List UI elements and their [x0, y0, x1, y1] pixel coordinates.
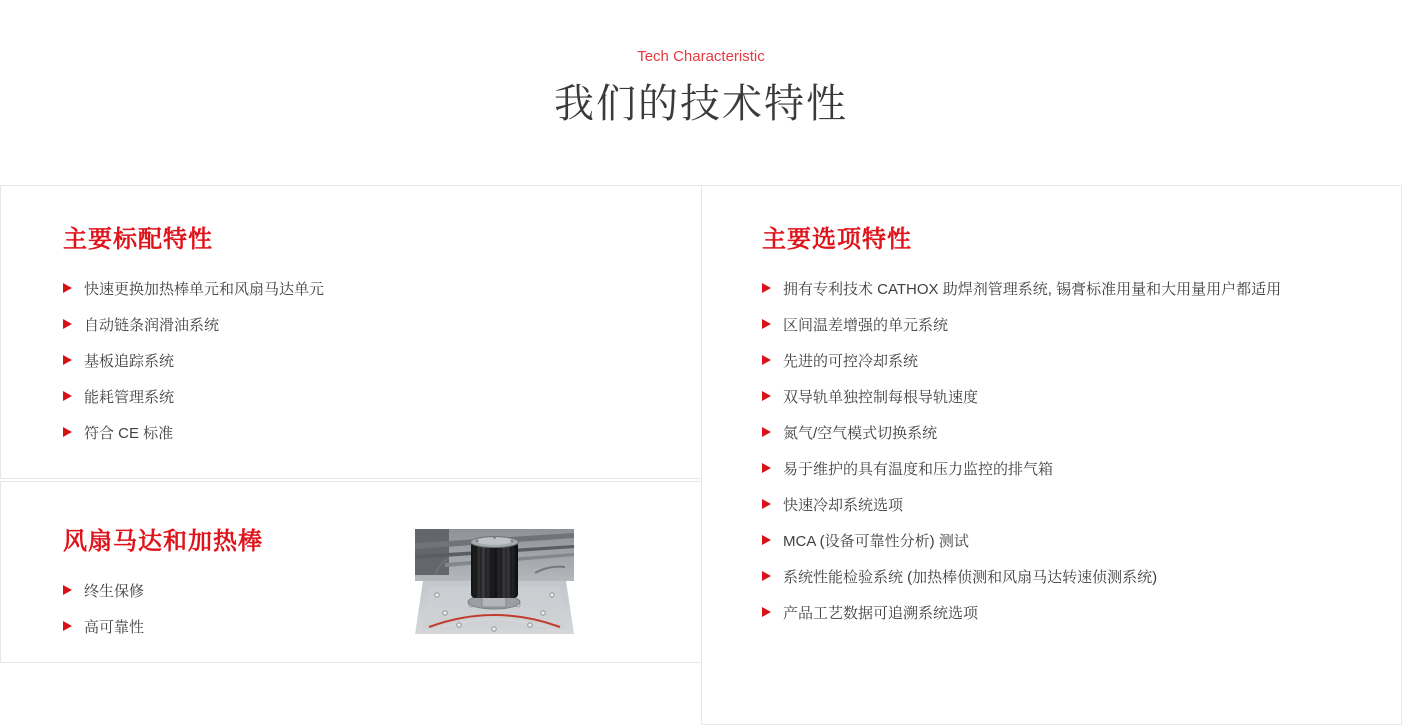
bullet-triangle-icon [762, 283, 771, 293]
fan-motor-title: 风扇马达和加热棒 [63, 528, 263, 555]
feature-item [63, 342, 701, 378]
bullet-triangle-icon [762, 535, 771, 545]
bullet-triangle-icon [63, 319, 72, 329]
bullet-triangle-icon [63, 283, 72, 293]
bullet-triangle-icon [762, 607, 771, 617]
feature-item [63, 378, 701, 414]
bullet-triangle-icon [63, 391, 72, 401]
feature-item [63, 572, 701, 608]
bullet-triangle-icon [762, 391, 771, 401]
feature-item [762, 342, 1401, 378]
feature-item [63, 608, 701, 644]
bullet-triangle-icon [63, 355, 72, 365]
standard-features-title: 主要标配特性 [63, 226, 213, 253]
bullet-triangle-icon [762, 571, 771, 581]
feature-item [762, 486, 1401, 522]
feature-item-label: 快速冷却系统选项 [783, 496, 904, 514]
panel-standard-features [0, 185, 702, 479]
fan-motor-list [63, 572, 701, 644]
feature-item-label: 符合 CE 标准 [84, 424, 174, 442]
bullet-triangle-icon [63, 427, 72, 437]
feature-item-label: 基板追踪系统 [84, 352, 175, 370]
feature-item-label: 先进的可控冷却系统 [783, 352, 919, 370]
feature-item [762, 378, 1401, 414]
content-columns [0, 185, 1402, 725]
feature-item [762, 450, 1401, 486]
bullet-triangle-icon [762, 355, 771, 365]
feature-item-label: 高可靠性 [84, 618, 145, 636]
feature-item-label: 产品工艺数据可追溯系统选项 [783, 604, 979, 622]
feature-item [63, 306, 701, 342]
feature-item-label: 能耗管理系统 [84, 388, 175, 406]
bullet-triangle-icon [762, 427, 771, 437]
feature-item-label: 拥有专利技术 CATHOX 助焊剂管理系统, 锡膏标准用量和大用量用户都适用 [783, 280, 1282, 298]
right-column [701, 185, 1402, 725]
feature-item-label: 自动链条润滑油系统 [84, 316, 220, 334]
feature-item-label: 双导轨单独控制每根导轨速度 [783, 388, 979, 406]
feature-item [762, 270, 1401, 306]
feature-item-label: 氮气/空气模式切换系统 [783, 424, 938, 442]
bullet-triangle-icon [762, 463, 771, 473]
panel-fan-motor-heater [0, 481, 702, 663]
feature-item-label: 快速更换加热棒单元和风扇马达单元 [84, 280, 325, 298]
bullet-triangle-icon [762, 319, 771, 329]
feature-item [762, 594, 1401, 630]
feature-item [762, 558, 1401, 594]
optional-features-title: 主要选项特性 [762, 226, 912, 253]
section-eyebrow: Tech Characteristic [637, 48, 765, 65]
feature-item-label: 易于维护的具有温度和压力监控的排气箱 [783, 460, 1054, 478]
standard-features-list [63, 270, 701, 450]
panel-optional-features [701, 185, 1402, 725]
bullet-triangle-icon [63, 621, 72, 631]
feature-item [762, 306, 1401, 342]
page-title: 我们的技术特性 [554, 81, 848, 126]
optional-features-list [762, 270, 1401, 630]
feature-item [762, 414, 1401, 450]
feature-item-label: MCA (设备可靠性分析) 测试 [783, 532, 969, 550]
feature-item [63, 270, 701, 306]
left-column [0, 185, 702, 663]
feature-item-label: 区间温差增强的单元系统 [783, 316, 949, 334]
feature-item-label: 系统性能检验系统 (加热棒侦测和风扇马达转速侦测系统) [783, 568, 1158, 586]
section-header [0, 0, 1402, 185]
bullet-triangle-icon [762, 499, 771, 509]
feature-item [762, 522, 1401, 558]
bullet-triangle-icon [63, 585, 72, 595]
fan-motor-photo [415, 529, 574, 634]
feature-item [63, 414, 701, 450]
feature-item-label: 终生保修 [84, 582, 145, 600]
fan-motor-photo-graphic [415, 529, 574, 634]
